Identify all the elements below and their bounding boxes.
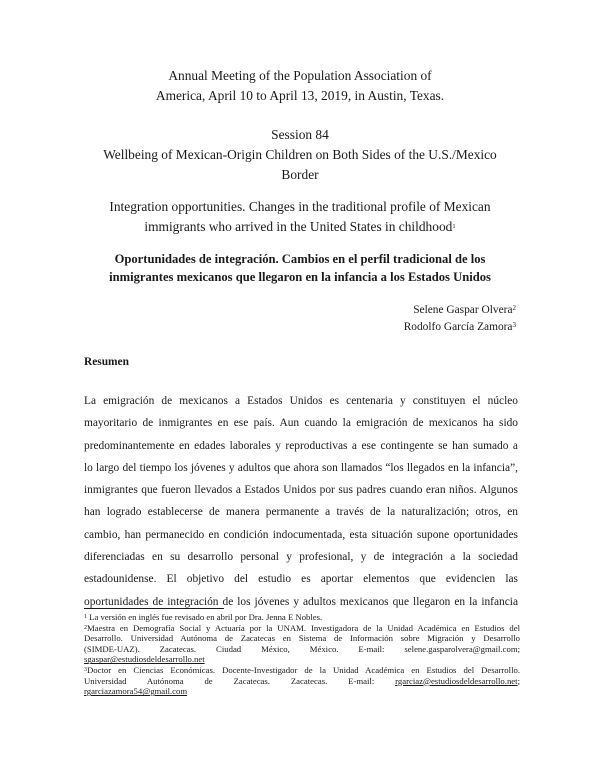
footnote-2-line-3: (SIMDE-UAZ). Zacatecas. Ciudad México, México. E-mail: selene.gasparolvera@gmail.com;	[84, 643, 520, 654]
abstract-heading: Resumen	[84, 356, 129, 368]
footnote-2-line-2: Desarrollo. Universidad Autónoma de Zacatecas en Sistema de Información sobre Migración y Desarrollo	[84, 633, 520, 644]
footnote-ref-3[interactable]: 3	[512, 321, 516, 329]
abstract-line: han logrado establecerse de manera permanente a través de la naturalización; otros, en	[84, 506, 518, 519]
footnote-ref-2[interactable]: 2	[512, 304, 516, 312]
session-number: Session 84	[271, 127, 329, 142]
footnote-separator	[84, 608, 224, 609]
abstract-line: oportunidades de integración de los jóvenes y adultos mexicanos que llegaron en la infancia	[84, 595, 518, 608]
abstract-line: cambio, han permanecido en condición indocumentada, esta situación supone oportunidades	[84, 528, 518, 541]
author-1	[413, 303, 516, 317]
spanish-title	[80, 250, 520, 286]
meeting-line-2: America, April 10 to April 13, 2019, in Austin, Texas.	[155, 88, 445, 103]
meeting-line-1: Annual Meeting of the Population Association of	[168, 68, 432, 83]
footnote-ref-1[interactable]: 1	[452, 223, 456, 230]
abstract-line: estadounidense. El objetivo del estudio es aportar elementos que evidencien las	[84, 573, 518, 586]
english-title-line-2-text: immigrants who arrived in the United States in childhood	[144, 219, 453, 234]
footnote-2-line-1	[84, 623, 520, 634]
footnote-3-line-3	[84, 686, 520, 697]
author-2	[404, 320, 516, 334]
session-title-line-1: Wellbeing of Mexican-Origin Children on Both Sides of the U.S./Mexico	[103, 147, 497, 162]
footnote-3-line-2	[84, 676, 520, 687]
author-2-name: Rodolfo García Zamora	[403, 321, 513, 333]
author-1-name: Selene Gaspar Olvera	[413, 304, 513, 316]
email-link-sgaspar[interactable]: sgaspar@estudiosdeldesarrollo.net	[84, 654, 205, 665]
footnote-1	[84, 612, 520, 623]
footnote-2-mark: 2	[84, 624, 87, 631]
spanish-title-line-1: Oportunidades de integración. Cambios en el perfil tradicional de los	[114, 252, 486, 266]
abstract-line: predominantemente en edades laborales y reproductivas a ese contingente se han sumado a	[84, 439, 518, 452]
english-title	[80, 197, 520, 237]
footnote-2-text-1: Maestra en Demografía Social y Actuaría por la UNAM. Investigadora de la Unidad Académica en Estudios del	[87, 622, 520, 633]
email-link-rgarciazamora54[interactable]: rgarciazamora54@gmail.com	[84, 686, 188, 697]
footnote-2-line-4	[84, 654, 520, 665]
footnote-3-separator: ;	[517, 675, 520, 686]
footnote-1-mark: 1	[84, 614, 87, 620]
footnote-3-text-1: Doctor en Ciencias Económicas. Docente-Investigador de la Unidad Académica en Estudios del Desarrollo.	[87, 664, 520, 675]
abstract-line: mayoritario de inmigrantes en ese país. Aun cuando la emigración de mexicanos ha sido	[84, 417, 518, 430]
abstract-body	[84, 390, 518, 613]
footnote-3-line-1	[84, 665, 520, 676]
spanish-title-line-2: inmigrantes mexicanos que llegaron en la infancia a los Estados Unidos	[109, 270, 491, 284]
english-title-line-1: Integration opportunities. Changes in the traditional profile of Mexican	[109, 199, 491, 214]
footnotes	[84, 612, 520, 697]
footnote-3-mark: 3	[84, 666, 87, 673]
session-title-line-2: Border	[281, 167, 319, 182]
abstract-line: inmigrantes que fueron llevados a Estados Unidos por sus padres cuando eran niños. Algunos	[84, 484, 518, 497]
english-title-line-2	[80, 217, 520, 237]
meeting-heading	[80, 66, 520, 106]
abstract-line: lo largo del tiempo los jóvenes y adultos que ahora son llamados “los llegados en la infancia”,	[84, 461, 518, 474]
footnote-3-text-2: Universidad Autónoma de Zacatecas. Zacatecas. E-mail:	[84, 675, 396, 686]
abstract-line: diferenciadas en su desarrollo personal y profesional, y de integración a la sociedad	[84, 551, 518, 564]
email-link-rgarciaz[interactable]: rgarciaz@estudiosdeldesarrollo.net	[395, 675, 518, 686]
session-heading	[80, 125, 520, 185]
abstract-line: La emigración de mexicanos a Estados Unidos es centenaria y constituyen el núcleo	[84, 395, 518, 407]
footnote-1-text: La versión en inglés fue revisado en abril por Dra. Jenna E Nobles.	[87, 612, 323, 622]
